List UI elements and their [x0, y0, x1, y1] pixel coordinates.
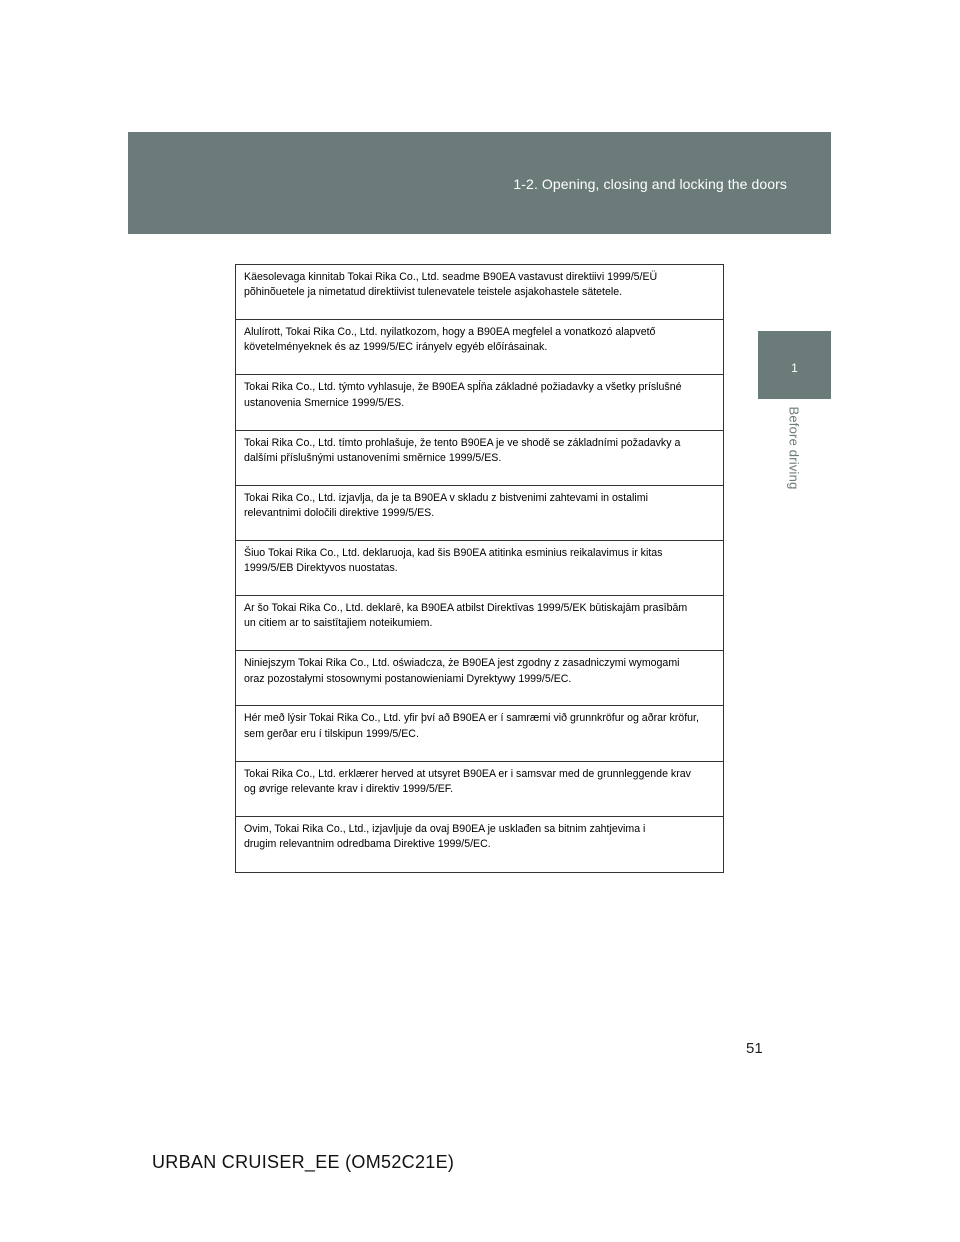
declaration-croatian — [236, 817, 723, 872]
section-title: 1-2. Opening, closing and locking the doors — [513, 176, 787, 192]
declaration-latvian — [236, 596, 723, 651]
declaration-line: drugim relevantnim odredbama Direktive 1999/5/EC. — [244, 838, 491, 851]
declaration-line: Tokai Rika Co., Ltd. izjavlja, da je ta B90EA v skladu z bistvenimi zahtevami in ostalimi — [244, 491, 648, 504]
chapter-tab — [758, 331, 831, 399]
declaration-line: dalšími příslušnými ustanoveními směrnice 1999/5/ES. — [244, 451, 502, 464]
declaration-czech — [236, 431, 723, 486]
declaration-line: Käesolevaga kinnitab Tokai Rika Co., Ltd. seadme B90EA vastavust direktiivi 1999/5/EÜ — [244, 271, 658, 283]
declaration-slovak — [236, 375, 723, 430]
declaration-line: Ovim, Tokai Rika Co., Ltd., izjavljuje da ovaj B90EA je usklađen sa bitnim zahtjevima i — [244, 822, 646, 835]
declaration-line: un citiem ar to saistītajiem noteikumiem. — [244, 617, 433, 630]
declaration-hungarian — [236, 320, 723, 375]
declaration-icelandic — [236, 706, 723, 761]
declaration-slovenian — [236, 486, 723, 541]
chapter-label: Before driving — [786, 406, 802, 490]
declaration-line: Hér með lýsir Tokai Rika Co., Ltd. yfir því að B90EA er í samræmi við grunnkröfur og aðrar kröfur, — [244, 712, 699, 725]
declaration-line: relevantnimi določili direktive 1999/5/ES. — [244, 506, 435, 519]
declaration-line: Tokai Rika Co., Ltd. erklærer herved at utsyret B90EA er i samsvar med de grunnleggende krav — [244, 767, 691, 780]
declaration-line: põhinõuetele ja nimetatud direktiivist tulenevatele teistele asjakohastele sätetele. — [244, 286, 623, 299]
declaration-lithuanian — [236, 541, 723, 596]
declaration-line: Ar šo Tokai Rika Co., Ltd. deklarē, ka B90EA atbilst Direktīvas 1999/5/EK būtiskajām prasībām — [244, 602, 688, 615]
declaration-line: oraz pozostałymi stosownymi postanowieniami Dyrektywy 1999/5/EC. — [244, 672, 572, 685]
declaration-line: követelményeknek és az 1999/5/EC irányelv egyéb előírásainak. — [244, 341, 548, 354]
declaration-line: Alulírott, Tokai Rika Co., Ltd. nyilatkozom, hogy a B90EA megfelel a vonatkozó alapvető — [244, 326, 656, 339]
declaration-estonian — [236, 265, 723, 320]
declaration-polish — [236, 651, 723, 706]
declaration-line: 1999/5/EB Direktyvos nuostatas. — [244, 562, 398, 575]
page-number: 51 — [746, 1040, 763, 1057]
declaration-line: og øvrige relevante krav i direktiv 1999/5/EF. — [244, 782, 454, 795]
manual-footer: URBAN CRUISER_EE (OM52C21E) — [152, 1152, 455, 1172]
declaration-line: Šiuo Tokai Rika Co., Ltd. deklaruoja, kad šis B90EA atitinka esminius reikalavimus ir kitas — [244, 546, 663, 559]
declaration-line: Niniejszym Tokai Rika Co., Ltd. oświadcza, że B90EA jest zgodny z zasadniczymi wymogami — [244, 657, 680, 670]
declaration-line: Tokai Rika Co., Ltd. týmto vyhlasuje, že B90EA spĺňa základné požiadavky a všetky príslušné — [244, 381, 682, 394]
declaration-line: ustanovenia Smernice 1999/5/ES. — [244, 396, 405, 409]
declaration-norwegian — [236, 762, 723, 817]
chapter-number: 1 — [791, 361, 798, 375]
declaration-line: Tokai Rika Co., Ltd. tímto prohlašuje, že tento B90EA je ve shodě se základními požadavky a — [244, 436, 681, 449]
declaration-table — [235, 264, 724, 873]
section-header-band — [128, 132, 831, 234]
declaration-line: sem gerðar eru í tilskipun 1999/5/EC. — [244, 727, 419, 740]
